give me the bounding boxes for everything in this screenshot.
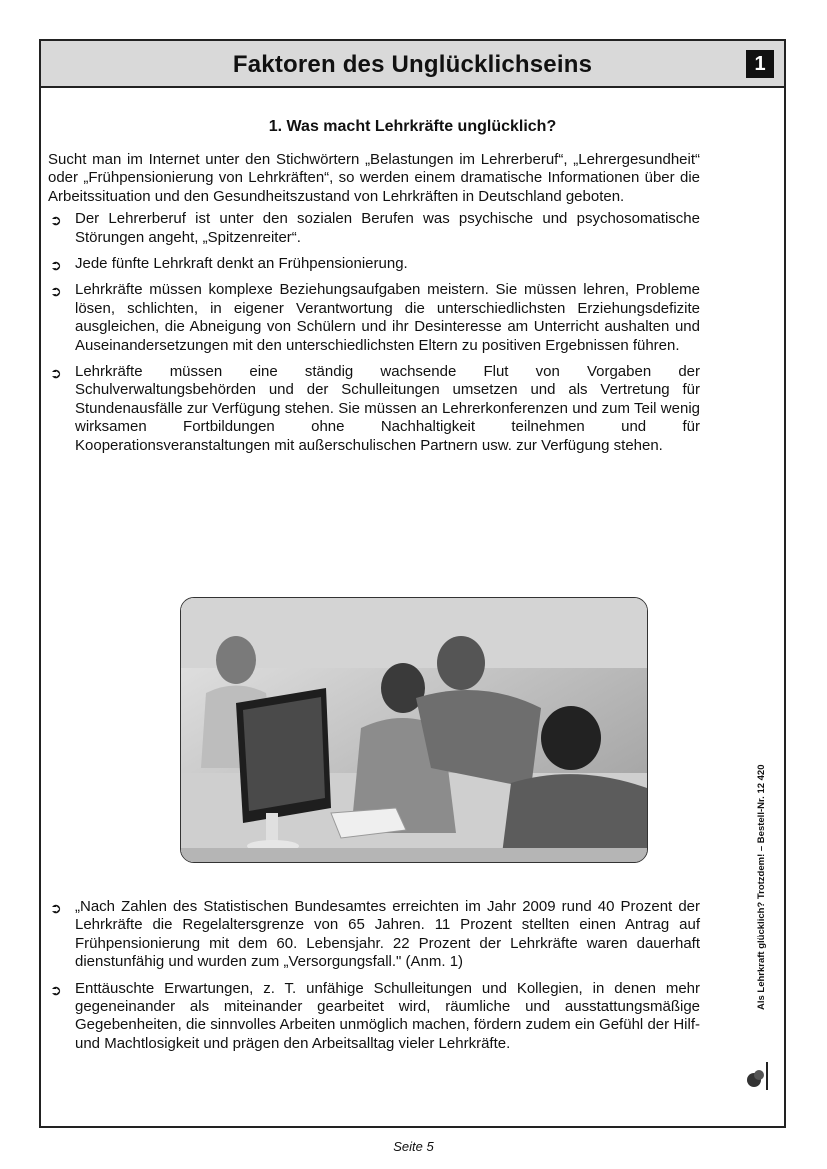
list-item: ➲ Lehrkräfte müssen komplexe Beziehungsaufgaben meistern. Sie müssen lehren, Probleme lösen, schlichten, in eigener Verantwortung die unterschiedlichsten Erziehungsdefizite ausgleichen, die Abneigung von Schülern und ihr Desinteresse am Unterricht aushalten und Auseinandersetzungen mit den unterschiedlichsten Eltern zu positiven Ergebnissen führen.: [50, 281, 700, 354]
list-item: ➲ „Nach Zahlen des Statistischen Bundesamtes erreichten im Jahr 2009 rund 40 Prozent der Lehrkräfte die Regelaltersgrenze von 65 Jahren. 11 Prozent stellten einen Antrag auf Frühpensionierung mit dem 60. Lebensjahr. 22 Prozent der Lehrkräfte waren dauerhaft dienstunfähig und wurden zum „Versorgungsfall." (Anm. 1): [50, 898, 700, 971]
bullet-list-bottom: [48, 898, 700, 1053]
arrow-bullet-icon: ➲: [50, 900, 62, 916]
page-number: Seite 5: [393, 1139, 434, 1154]
order-number-sidebar: Als Lehrkraft glücklich? Trotzdem! – Bestell-Nr. 12 420: [756, 764, 767, 1010]
page-title: Faktoren des Unglücklichseins: [232, 51, 593, 78]
intro-paragraph: Sucht man im Internet unter den Stichwörtern „Belastungen im Lehrerberuf“, „Lehrergesundheit“ oder „Frühpensionierung von Lehrkräften“, so werden einem dramatische Informationen über die Arbeitssituation und den Gesundheitszustand von Lehrkräften in Deutschland geboten.: [48, 151, 700, 205]
classroom-photo: [180, 597, 648, 863]
arrow-bullet-icon: ➲: [50, 283, 62, 300]
chapter-number-badge: 1: [746, 50, 774, 78]
arrow-bullet-icon: ➲: [50, 981, 62, 998]
publisher-logo-icon: [744, 1060, 776, 1092]
arrow-bullet-icon: ➲: [50, 365, 62, 382]
arrow-bullet-icon: ➲: [50, 212, 62, 229]
title-bar: [41, 41, 784, 88]
section-title: 1. Was macht Lehrkräfte unglücklich?: [268, 118, 557, 135]
list-item: ➲ Jede fünfte Lehrkraft denkt an Frühpensionierung.: [50, 255, 408, 274]
list-item: ➲ Der Lehrerberuf ist unter den sozialen Berufen was psychische und psychosomatische Störungen angeht, „Spitzenreiter“.: [50, 210, 700, 246]
bullet-list-top: [48, 210, 700, 455]
text-block-bottom: [48, 898, 700, 1061]
text-block-top: [48, 151, 700, 463]
arrow-bullet-icon: ➲: [50, 257, 62, 274]
list-item: ➲ Enttäuschte Erwartungen, z. T. unfähige Schulleitungen und Kollegien, in denen mehr gegeneinander als miteinander gearbeitet wird, räumliche und ausstattungsmäßige Gegebenheiten, die sinnvolles Arbeiten unmöglich machen, fördern zudem ein Gefühl der Hilf- und Machtlosigkeit und prägen den Arbeitsalltag vieler Lehrkräfte.: [50, 979, 700, 1052]
list-item: ➲ Lehrkräfte müssen eine ständig wachsende Flut von Vorgaben der Schulverwaltungsbehörden und der Schulleitungen umsetzen und als Vertretung für Stundenausfälle zur Verfügung stehen. Sie müssen an Lehrerkonferenzen und zum Teil wenig wirksamen Fortbildungen ohne Nachhaltigkeit teilnehmen und für Kooperationsveranstaltungen mit außerschulischen Partnern usw. zur Verfügung stehen.: [50, 363, 700, 454]
